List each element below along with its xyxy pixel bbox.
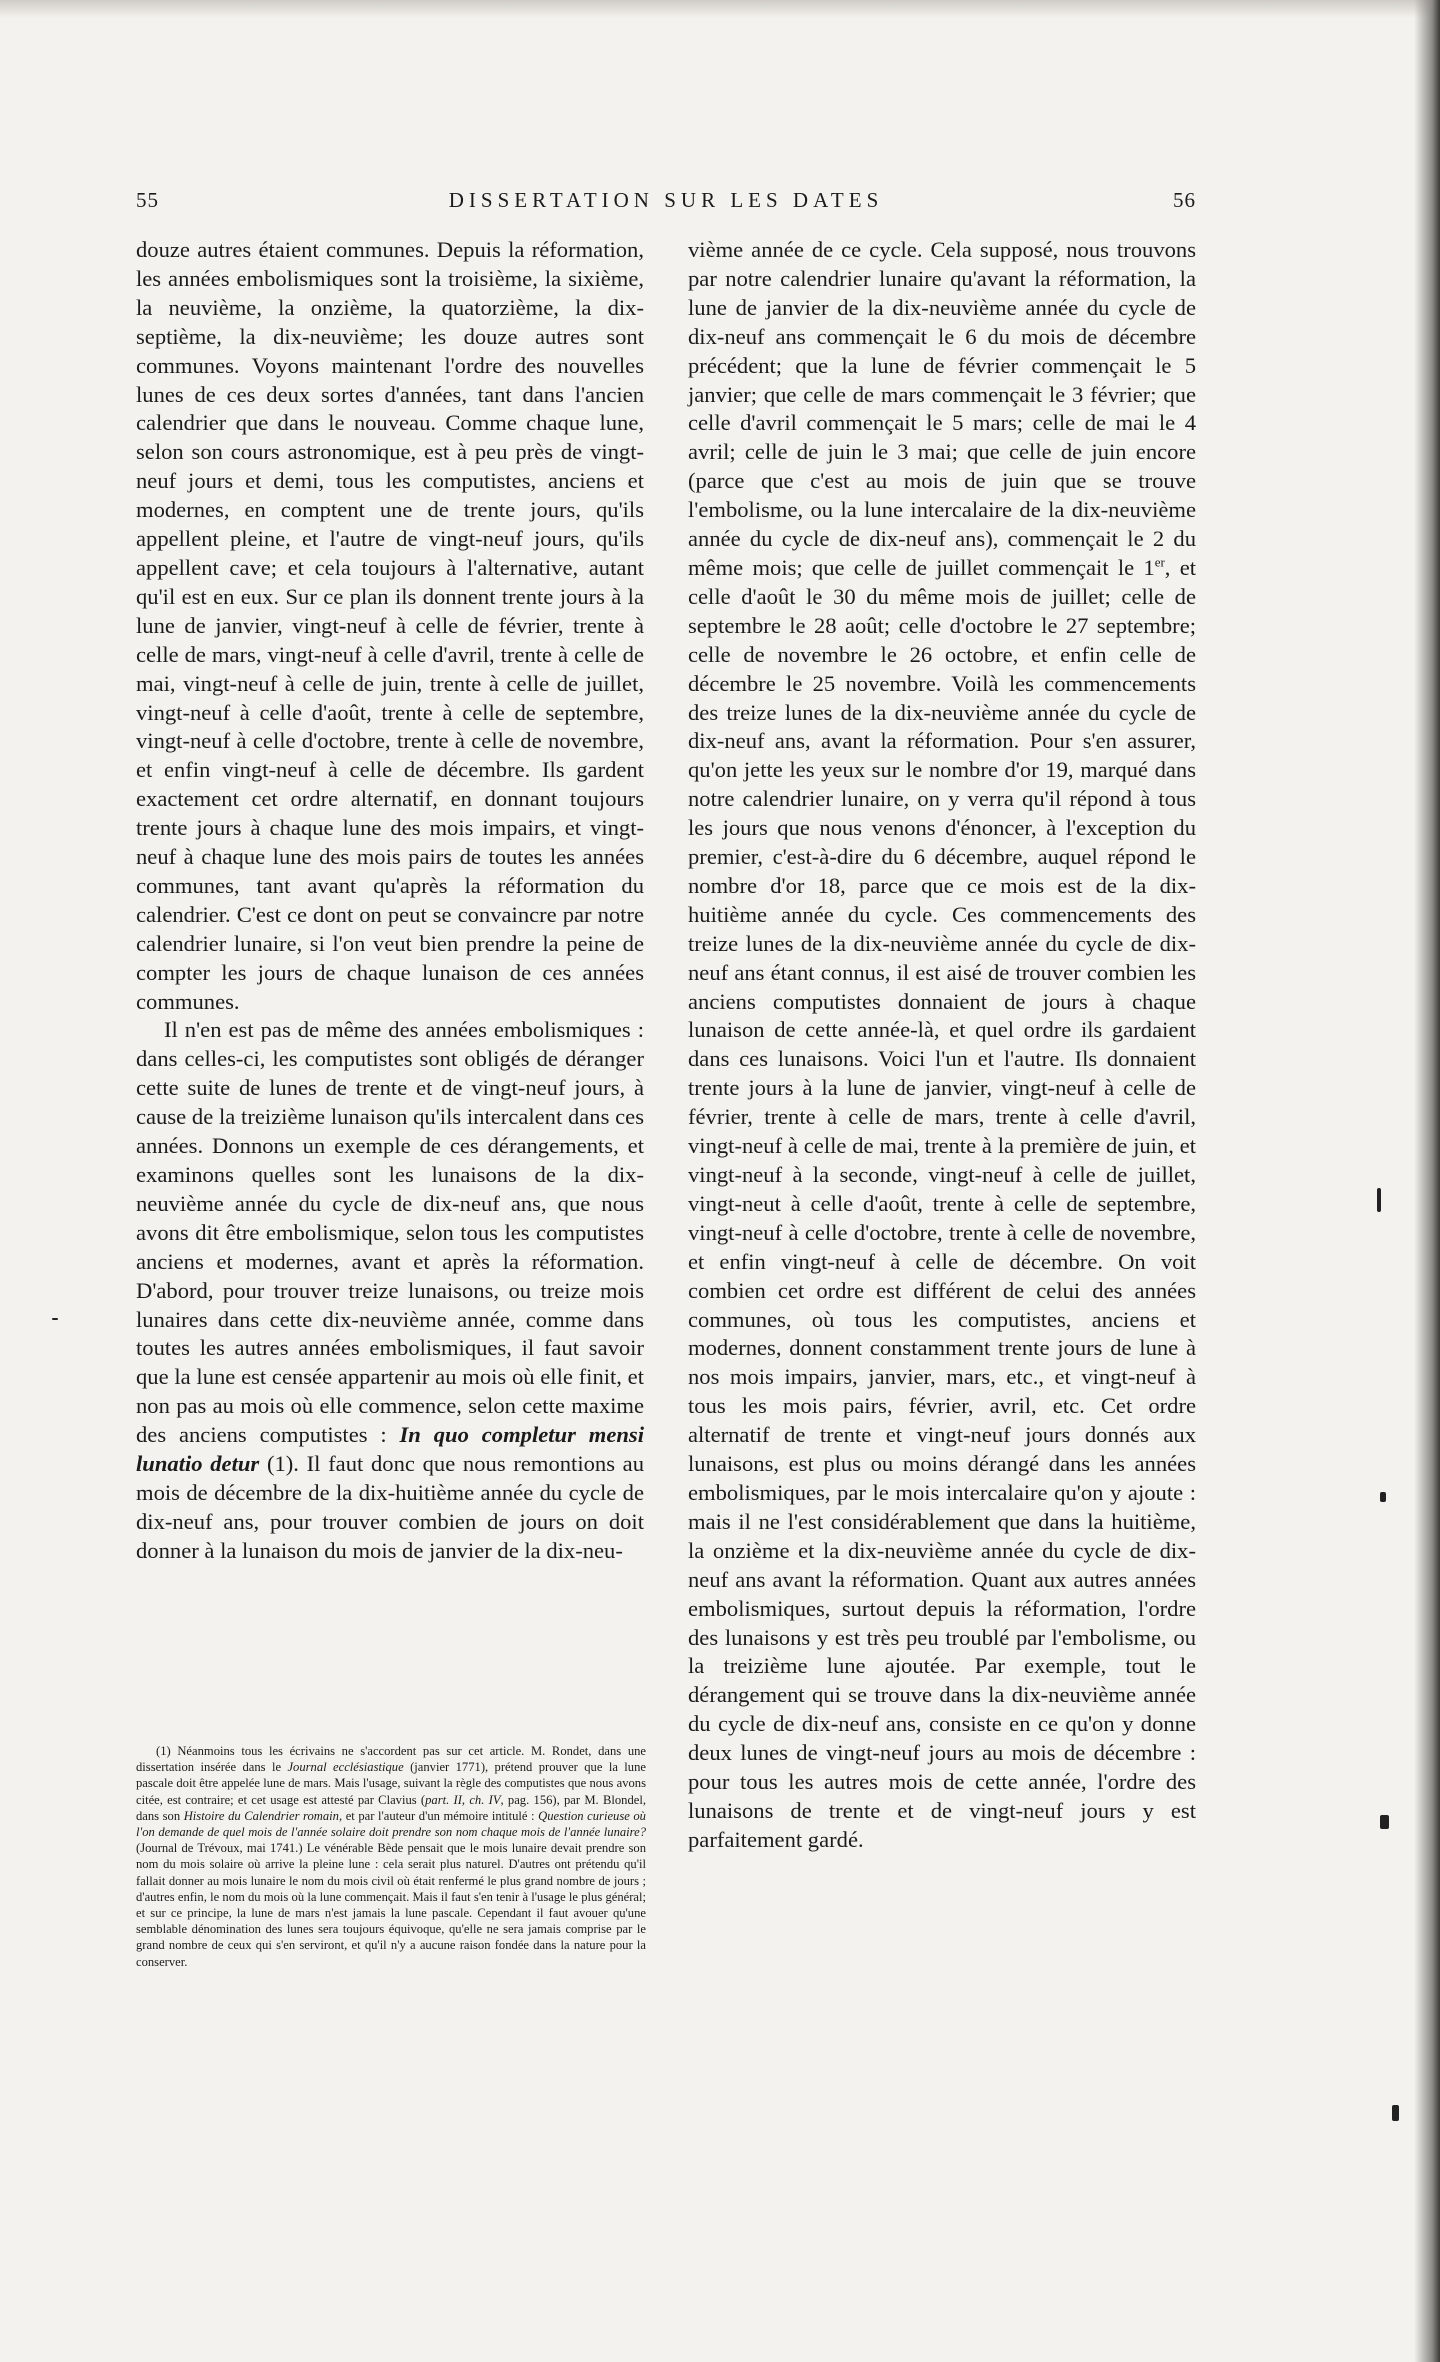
scan-speck	[52, 1318, 58, 1320]
paragraph: douze autres étaient communes. Depuis la réformation, les années embolismiques sont la troisième, la sixième, la neuvième, la onzième, la quatorzième, la dix-septième, la dix-neuvième; les douze autres sont communes. Voyons maintenant l'ordre des nouvelles lunes de ces deux sortes d'années, tant dans l'ancien calendrier que dans le nouveau. Comme chaque lune, selon son cours astronomique, est à peu près de vingt-neuf jours et demi, tous les computistes, anciens et modernes, en comptent une de trente jours, qu'ils appellent pleine, et l'autre de vingt-neuf jours, qu'ils appellent cave; et cela toujours à l'alternative, autant qu'il est en eux. Sur ce plan ils donnent trente jours à la lune de janvier, vingt-neuf à celle de février, trente à celle de mars, vingt-neuf à celle d'avril, trente à celle de mai, vingt-neuf à celle de juin, trente à celle de juillet, vingt-neuf à celle d'août, trente à celle de septembre, vingt-neuf à celle d'octobre, trente à celle de novembre, et enfin vingt-neuf à celle de décembre. Ils gardent exactement cet ordre alternatif, en donnant toujours trente jours à chaque lune des mois impairs, et vingt-neuf à chaque lune des mois pairs de toutes les années communes, tant avant qu'après la réformation du calendrier. C'est ce dont on peut se convaincre par notre calendrier lunaire, si l'on veut bien prendre la peine de compter les jours de chaque lunaison de ces années communes.	[136, 237, 644, 1014]
scan-speck	[1380, 1815, 1389, 1829]
left-column	[136, 236, 644, 1566]
scan-speck	[1392, 2105, 1399, 2121]
footnote-ref: (1). Il faut donc que nous remontions au mois de décembre de la dix-huitième année du cycle de dix-neuf ans, pour trouver combien de jours on doit donner à la lunaison du mois de janvier de la dix-neu-	[136, 1451, 645, 1563]
page-header	[136, 188, 1196, 222]
scan-right-edge	[1414, 0, 1440, 2362]
footnote: (1) Néanmoins tous les écrivains ne s'accordent pas sur cet article. M. Rondet, dans une dissertation insérée dans le Journal ecclésiastique (janvier 1771), prétend prouver que la lune pascale doit être appelée lune de mars. Mais l'usage, suivant la règle des computistes que nous avons citée, est contraire; et cet usage est attesté par Clavius (part. II, ch. IV, pag. 156), par M. Blondel, dans son Histoire du Calendrier romain, et par l'auteur d'un mémoire intitulé : Question curieuse où l'on demande de quel mois de l'année solaire doit prendre son nom chaque mois de l'année lunaire? (Journal de Trévoux, mai 1741.) Le vénérable Bède pensait que le mois lunaire devait prendre son nom du mois solaire où arrive la pleine lune : cela serait plus naturel. D'autres ont prétendu qu'il fallait donner au mois lunaire le nom du mois civil où était renfermé le plus grand nombre de jours ; d'autres enfin, le nom du mois où la lune commençait. Mais il faut s'en tenir à l'usage le plus général; et sur ce principe, la lune de mars n'est jamais la lune pascale. Cependant il faut avouer qu'une semblable dénomination des lunes sera toujours équivoque, qu'elle ne sera jamais comprise par le grand nombre de ceux qui s'en serviront, et qu'il n'y a aucune raison fondée dans la nature pour la conserver.	[136, 1744, 646, 1969]
right-column	[688, 236, 1196, 1855]
page-number-left: 55	[136, 188, 159, 212]
running-title: DISSERTATION SUR LES DATES	[448, 188, 884, 212]
page-number-right: 56	[1173, 188, 1196, 212]
paragraph: vième année de ce cycle. Cela supposé, nous trouvons par notre calendrier lunaire qu'avant la réformation, la lune de janvier de la dix-neuvième année du cycle de dix-neuf ans commençait le 6 du mois de décembre précédent; que la lune de février commençait le 5 janvier; que celle de mars commençait le 3 février; que celle d'avril commençait le 5 mars; celle de mai le 4 avril; celle de juin le 3 mai; que celle de juin encore (parce que c'est au mois de juin que se trouve l'embolisme, ou la lune intercalaire de la dix-neuvième année du cycle de dix-neuf ans), commençait le 2 du même mois; que celle de juillet commençait le 1er, et celle d'août le 30 du même mois de juillet; celle de septembre le 28 août; celle d'octobre le 27 septembre; celle de novembre le 26 octobre, et enfin celle de décembre le 25 novembre. Voilà les commencements des treize lunes de la dix-neuvième année du cycle de dix-neuf ans, avant la réformation. Pour s'en assurer, qu'on jette les yeux sur le nombre d'or 19, marqué dans notre calendrier lunaire, on y verra qu'il répond à tous les jours que nous venons d'énoncer, à l'exception du premier, c'est-à-dire du 6 décembre, auquel répond le nombre d'or 18, parce que ce mois est de la dix-huitième année du cycle. Ces commencements des treize lunes de la dix-neuvième année du cycle de dix-neuf ans étant connus, il est aisé de trouver combien les anciens computistes donnaient de jours à chaque lunaison de cette année-là, et quel ordre ils gardaient dans ces lunaisons. Voici l'un et l'autre. Ils donnaient trente jours à la lune de janvier, vingt-neuf à celle de février, trente à celle de mars, trente à celle d'avril, vingt-neuf à celle de mai, trente à la première de juin, et vingt-neuf à la seconde, vingt-neuf à celle de juillet, vingt-neut à celle d'août, trente à celle de septembre, vingt-neuf à celle d'octobre, trente à celle de novembre, et enfin vingt-neuf à celle de décembre. On voit combien cet ordre est différent de celui des années communes, où tous les computistes, anciens et modernes, donnent constamment trente jours de lune à nos mois impairs, janvier, mars, etc., et vingt-neuf à tous les mois pairs, février, avril, etc. Cet ordre alternatif de trente et vingt-neuf jours donnés aux lunaisons, est plus ou moins dérangé dans les années embolismiques, par le mois intercalaire qu'on y ajoute : mais il ne l'est considérablement que dans la huitième, la onzième et la dix-neuvième année du cycle de dix-neuf ans avant la réformation. Quant aux autres années embolismiques, surtout depuis la réformation, l'ordre des lunaisons y est très peu troublé par l'embolisme, ou la treizième lune ajoutée. Par exemple, tout le dérangement qui se trouve dans la dix-neuvième année du cycle de dix-neuf ans, consiste en ce qu'on y donne deux lunes de vingt-neuf jours au mois de décembre : pour tous les autres mois de cette année, l'ordre des lunaisons de trente et de vingt-neuf jours y est parfaitement gardé.	[688, 237, 1196, 1852]
scan-speck	[1380, 1492, 1386, 1502]
scan-top-border	[0, 0, 1440, 18]
paragraph: Il n'en est pas de même des années embolismiques : dans celles-ci, les computistes sont obligés de déranger cette suite de lunes de trente et de vingt-neuf jours, à cause de la treizième lunaison qu'ils intercalent dans ces années. Donnons un exemple de ces dérangements, et examinons quelles sont les lunaisons de la dix-neuvième année du cycle de dix-neuf ans, que nous avons dit être embolismique, selon tous les computistes anciens et modernes, avant et après la réformation. D'abord, pour trouver treize lunaisons, ou treize mois lunaires dans cette dix-neuvième année, comme dans toutes les autres années embolismiques, il faut savoir que la lune est censée appartenir au mois où elle finit, et non pas au mois où elle commence, selon cette maxime des anciens computistes : In quo completur mensi lunatio detur (1). Il faut donc que nous remontions au mois de décembre de la dix-huitième année du cycle de dix-neuf ans, pour trouver combien de jours on doit donner à la lunaison du mois de janvier de la dix-neu-	[136, 1017, 645, 1563]
latin-maxim: In quo completur mensi lunatio detur	[136, 1422, 644, 1477]
scan-speck	[1377, 1188, 1381, 1212]
